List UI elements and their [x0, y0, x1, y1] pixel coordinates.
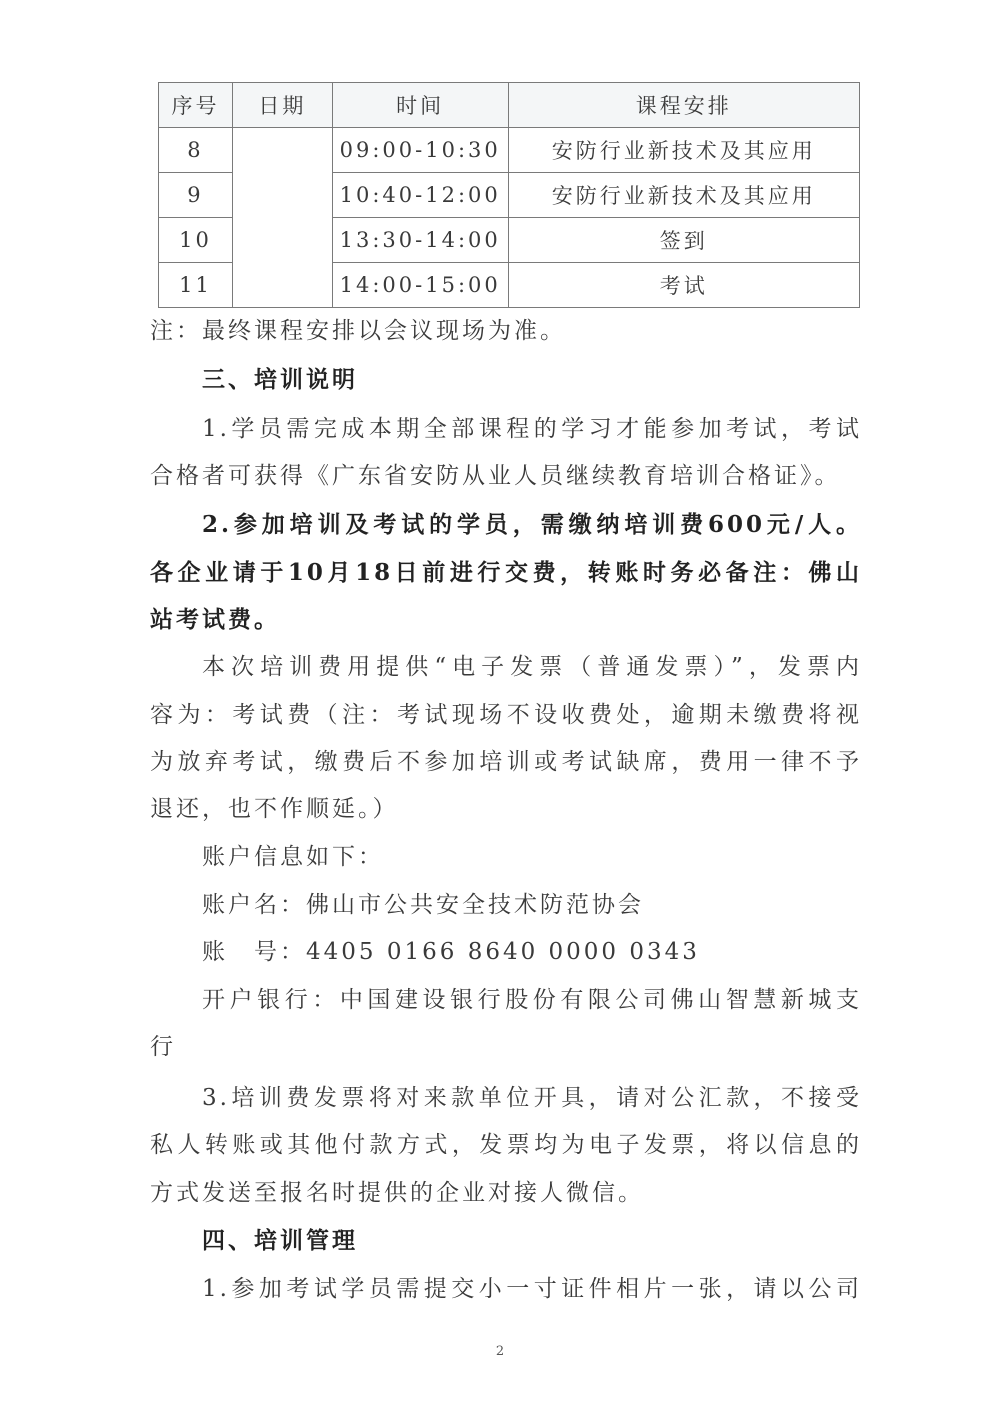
- section-3-title: 三、培训说明: [202, 366, 358, 393]
- course-schedule-table: [158, 82, 860, 308]
- s3-item1-line1: 1.学员需完成本期全部课程的学习才能参加考试，考试: [202, 416, 862, 442]
- s3-item3-line3: 方式发送至报名时提供的企业对接人微信。: [150, 1180, 644, 1206]
- section-4-title: 四、培训管理: [202, 1227, 358, 1254]
- section-3-heading: [150, 356, 862, 404]
- cell-time: 14:00-15:00: [332, 263, 508, 308]
- account-number: 账 号：4405 0166 8640 0000 0343: [202, 939, 700, 965]
- s3-item3-line2: 私人转账或其他付款方式，发票均为电子发票，将以信息的: [150, 1132, 862, 1158]
- page-number: 2: [495, 1344, 505, 1359]
- s4-item1-line1: 1.参加考试学员需提交小一寸证件相片一张，请以公司: [202, 1276, 862, 1302]
- header-number: 序号: [159, 83, 233, 128]
- table-row: [159, 128, 860, 173]
- s3-item2-line2-text: 各企业请于10月18日前进行交费，转账时务必备注：佛山: [150, 559, 862, 586]
- invoice-line2: 容为：考试费（注：考试现场不设收费处，逾期未缴费将视: [150, 702, 862, 728]
- section-4-heading: [150, 1217, 862, 1265]
- s3-item2-line1: [150, 501, 862, 549]
- cell-course: 考试: [508, 263, 859, 308]
- account-intro: 账户信息如下：: [202, 844, 384, 870]
- header-course: 课程安排: [508, 83, 859, 128]
- bank-line2: 行: [150, 1034, 176, 1060]
- cell-course: 签到: [508, 218, 859, 263]
- invoice-line4: 退还，也不作顺延。）: [150, 796, 399, 822]
- cell-time: 13:30-14:00: [332, 218, 508, 263]
- bank-line1: 开户银行：中国建设银行股份有限公司佛山智慧新城支: [202, 987, 862, 1013]
- table-header-row: [159, 83, 860, 128]
- s3-item2-line2: [150, 549, 862, 597]
- cell-number: 8: [159, 128, 233, 173]
- s3-item3-line1: 3.培训费发票将对来款单位开具，请对公汇款，不接受: [202, 1085, 862, 1111]
- s3-item1-line2: 合格者可获得《广东省安防从业人员继续教育培训合格证》。: [150, 463, 841, 489]
- invoice-line1: 本次培训费用提供“电子发票（普通发票）”，发票内: [202, 654, 862, 680]
- cell-number: 11: [159, 263, 233, 308]
- cell-number: 10: [159, 218, 233, 263]
- cell-time: 10:40-12:00: [332, 173, 508, 218]
- header-time: 时间: [332, 83, 508, 128]
- cell-time: 09:00-10:30: [332, 128, 508, 173]
- schedule-note: 注：最终课程安排以会议现场为准。: [150, 318, 566, 344]
- s3-item2-line3-text: 站考试费。: [150, 606, 280, 633]
- invoice-line3: 为放弃考试，缴费后不参加培训或考试缺席，费用一律不予: [150, 749, 862, 775]
- cell-number: 9: [159, 173, 233, 218]
- cell-course: 安防行业新技术及其应用: [508, 128, 859, 173]
- s3-item2-line3: [150, 596, 862, 644]
- account-name: 账户名：佛山市公共安全技术防范协会: [202, 892, 644, 918]
- cell-course: 安防行业新技术及其应用: [508, 173, 859, 218]
- s3-item2-line1-text: 2.参加培训及考试的学员，需缴纳培训费600元/人。: [202, 511, 862, 538]
- cell-date: [232, 128, 332, 308]
- header-date: 日期: [232, 83, 332, 128]
